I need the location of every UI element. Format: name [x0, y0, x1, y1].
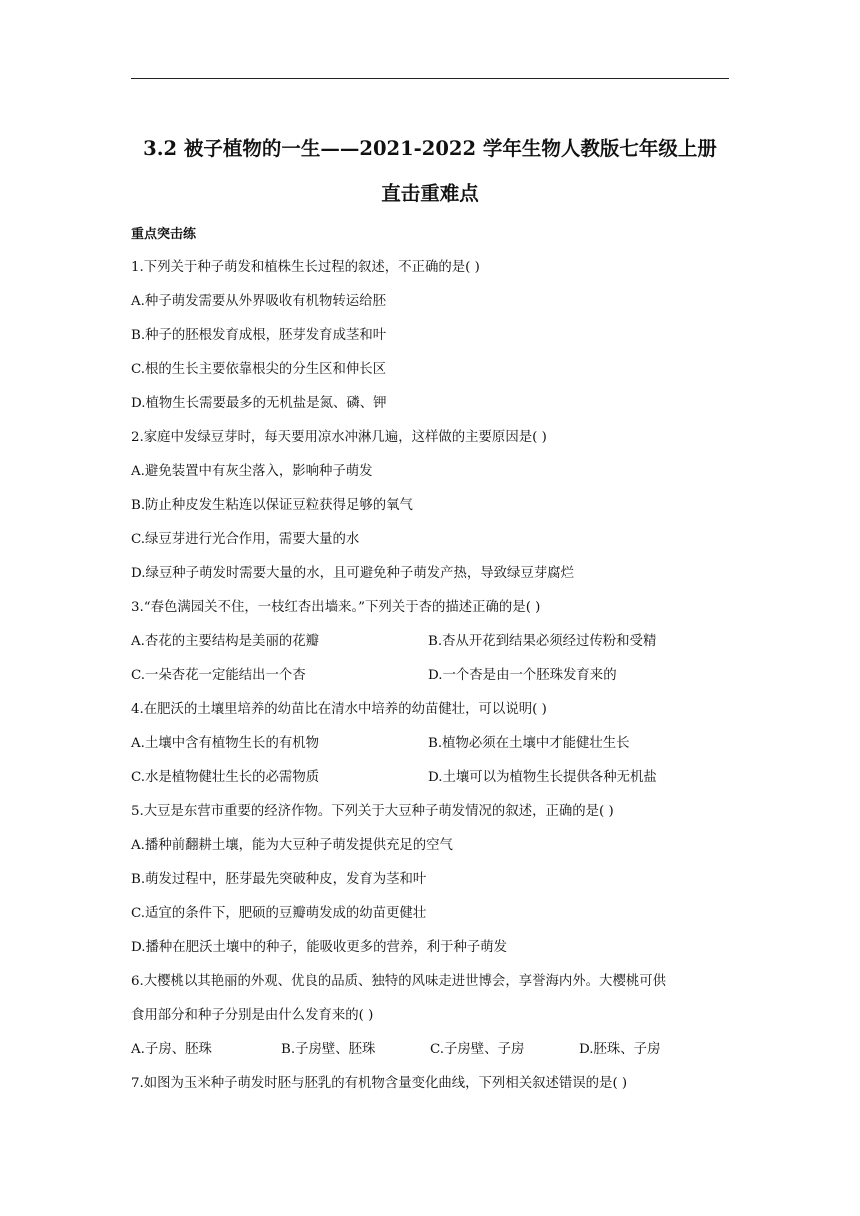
question-4-option-b: B.植物必须在土壤中才能健壮生长: [428, 736, 630, 751]
question-6-stem: 6.大樱桃以其艳丽的外观、优良的品质、独特的风味走进世博会，享誉海内外。大樱桃可供: [131, 974, 667, 989]
question-6-option-b: B.子房壁、胚珠: [281, 1042, 376, 1057]
question-1-option-c: C.根的生长主要依靠根尖的分生区和伸长区: [131, 362, 387, 377]
question-3-option-b: B.杏从开花到结果必须经过传粉和受精: [428, 634, 657, 649]
question-3-option-c: C.一朵杏花一定能结出一个杏: [131, 668, 306, 683]
question-4-option-d: D.土壤可以为植物生长提供各种无机盐: [428, 770, 657, 785]
question-4-options-row-2: [131, 768, 731, 788]
question-3-option-d: D.一个杏是由一个胚珠发育来的: [428, 668, 617, 683]
question-5-option-a: A.播种前翻耕土壤，能为大豆种子萌发提供充足的空气: [131, 838, 453, 853]
question-5-option-b: B.萌发过程中，胚芽最先突破种皮，发育为茎和叶: [131, 872, 427, 887]
question-5-stem: 5.大豆是东营市重要的经济作物。下列关于大豆种子萌发情况的叙述，正确的是( ): [131, 804, 614, 819]
question-3-options-row-1: [131, 632, 731, 652]
question-1-stem: 1.下列关于种子萌发和植株生长过程的叙述，不正确的是( ): [131, 260, 480, 275]
question-3-options-row-2: [131, 666, 731, 686]
question-2-option-a: A.避免装置中有灰尘落入，影响种子萌发: [131, 464, 373, 479]
question-1-option-a: A.种子萌发需要从外界吸收有机物转运给胚: [131, 294, 386, 309]
question-1-option-d: D.植物生长需要最多的无机盐是氮、磷、钾: [131, 396, 387, 411]
question-4-options-row-1: [131, 734, 731, 754]
question-7-stem: 7.如图为玉米种子萌发时胚与胚乳的有机物含量变化曲线，下列相关叙述错误的是( ): [131, 1076, 628, 1091]
header-rule: [131, 78, 729, 79]
question-6-option-a: A.子房、胚珠: [131, 1042, 212, 1057]
question-4-stem: 4.在肥沃的土壤里培养的幼苗比在清水中培养的幼苗健壮，可以说明( ): [131, 702, 547, 717]
question-2-stem: 2.家庭中发绿豆芽时，每天要用凉水冲淋几遍，这样做的主要原因是( ): [131, 430, 547, 445]
question-4-option-a: A.土壤中含有植物生长的有机物: [131, 736, 320, 751]
question-1-option-b: B.种子的胚根发育成根，胚芽发育成茎和叶: [131, 328, 387, 343]
question-5-option-c: C.适宜的条件下，肥硕的豆瓣萌发成的幼苗更健壮: [131, 906, 427, 921]
question-6-option-d: D.胚珠、子房: [579, 1042, 661, 1057]
question-2-option-b: B.防止种皮发生粘连以保证豆粒获得足够的氧气: [131, 498, 413, 513]
question-4-option-c: C.水是植物健壮生长的必需物质: [131, 770, 320, 785]
question-5-option-d: D.播种在肥沃土壤中的种子，能吸收更多的营养，利于种子萌发: [131, 940, 508, 955]
page-title: 3.2 被子植物的一生——2021-2022 学年生物人教版七年级上册: [143, 137, 717, 160]
question-3-option-a: A.杏花的主要结构是美丽的花瓣: [131, 634, 320, 649]
question-2-option-c: C.绿豆芽进行光合作用，需要大量的水: [131, 532, 360, 547]
section-heading: 重点突击练: [131, 227, 197, 242]
question-6-stem-continued: 食用部分和种子分别是由什么发育来的( ): [131, 1008, 374, 1023]
question-3-stem: 3.“春色满园关不住，一枝红杏出墙来。”下列关于杏的描述正确的是( ): [131, 600, 541, 615]
question-2-option-d: D.绿豆种子萌发时需要大量的水，且可避免种子萌发产热，导致绿豆芽腐烂: [131, 566, 575, 581]
question-6-option-c: C.子房壁、子房: [430, 1042, 525, 1057]
page-subtitle: 直击重难点: [381, 182, 479, 205]
